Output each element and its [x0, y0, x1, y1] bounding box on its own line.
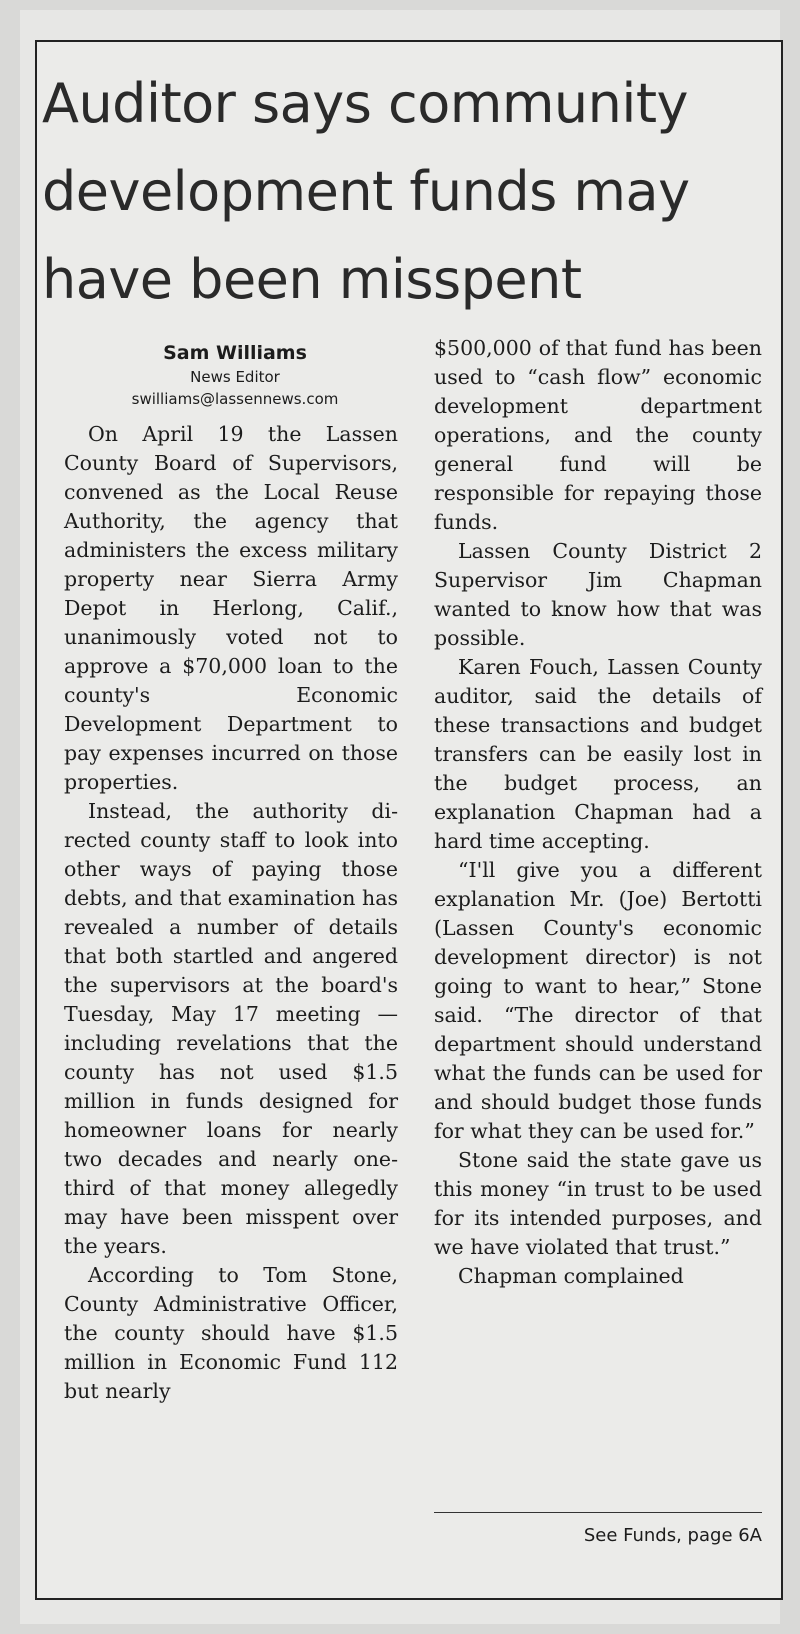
article-paragraph: On April 19 the Lassen County Board of Supervisors, convened as the Local Reuse Authority, the agency that administers the excess military property near Sierra Army Depot in Herlong, Calif., unanimously voted not to approve a $70,000 loan to the county's Economic Development Department to pay expenses incurred on those properties. [64, 422, 398, 794]
byline-author: Sam Williams [163, 342, 307, 364]
article-paragraph: $500,000 of that fund has been used to “cash flow” economic development department operations, and the county general fund will be responsible for repaying those funds. [434, 336, 762, 534]
jump-line: See Funds, page 6A [583, 1525, 762, 1546]
article-paragraph: “I'll give you a different explanation Mr. (Joe) Bertotti (Lassen County's economic development director) is not going to want to hear,” Stone said. “The director of that department should understand what the funds can be used for and should budget those funds for what they can be used for.” [434, 858, 762, 1143]
article-paragraph: Karen Fouch, Lassen County auditor, said the details of these transactions and budget transfers can be easily lost in the budget process, an explanation Chapman had a hard time accepting. [434, 655, 762, 853]
article-paragraph: Stone said the state gave us this money “in trust to be used for its intended purposes, and we have violated that trust.” [434, 1148, 762, 1259]
jump-divider [434, 1512, 762, 1513]
byline [60, 340, 410, 410]
byline-role: News Editor [190, 368, 280, 386]
byline-email: swilliams@lassennews.com [131, 390, 339, 408]
article-paragraph: According to Tom Stone, County Administrative Officer, the county should have $1.5 million in Economic Fund 112 but nearly [64, 1263, 398, 1403]
article-column-left [64, 420, 398, 1406]
article-paragraph: Instead, the authority directed county staff to look into other ways of paying those debts, and that examination has revealed a number of details that both startled and angered the supervisors at the board's Tuesday, May 17 meeting — including revelations that the county has not used $1.5 million in funds designed for homeowner loans for nearly two decades and nearly one-third of that money allegedly may have been misspent over the years. [64, 799, 398, 1258]
article-paragraph: Chapman complained [458, 1264, 684, 1288]
article-paragraph: Lassen County District 2 Supervisor Jim Chapman wanted to know how that was possible. [434, 539, 762, 650]
headline: Auditor says community development funds may have been misspent [42, 72, 690, 311]
article-column-right [434, 334, 762, 1291]
